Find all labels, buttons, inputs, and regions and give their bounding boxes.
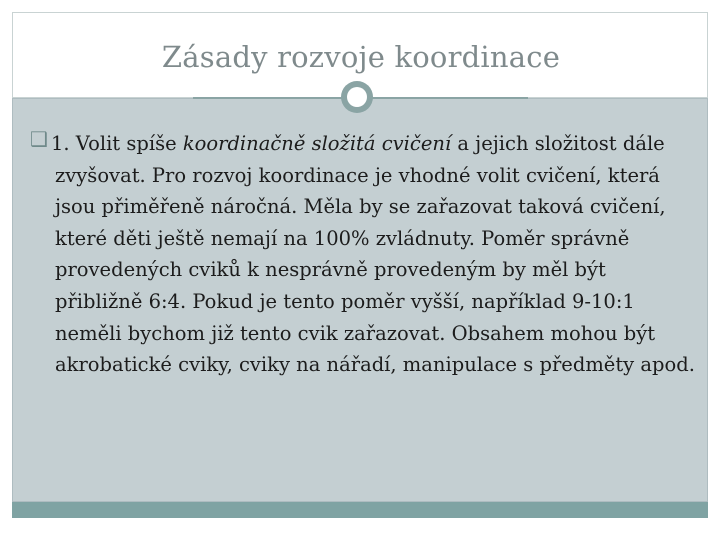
circle-ornament-icon — [341, 81, 373, 113]
body-paragraph — [51, 128, 695, 381]
slide-title: Zásady rozvoje koordinace — [161, 40, 561, 74]
body-text-start: 1. Volit spíše — [51, 132, 183, 155]
bullet-icon: ❑ — [30, 127, 48, 151]
body-text-emphasis: koordinačně složitá cvičení — [182, 132, 452, 155]
circle-ornament-inner — [347, 87, 367, 107]
footer-bar — [12, 502, 708, 518]
body-text-rest: a jejich složitost dále zvyšovat. Pro rozvoj koordinace je vhodné volit cvičení, která jsou přiměřeně náročná. Měla by se zařazovat taková cvičení, které děti ještě nemají na 100% zvládnuty. Poměr správně provedených cviků k nesprávně provedeným by měl být přibližně 6:4. Pokud je tento poměr vyšší, například 9-10:1 neměli bychom již tento cvik zařazovat. Obsahem mohou být akrobatické cviky, cviky na nářadí, manipulace s předměty apod. — [55, 132, 695, 377]
